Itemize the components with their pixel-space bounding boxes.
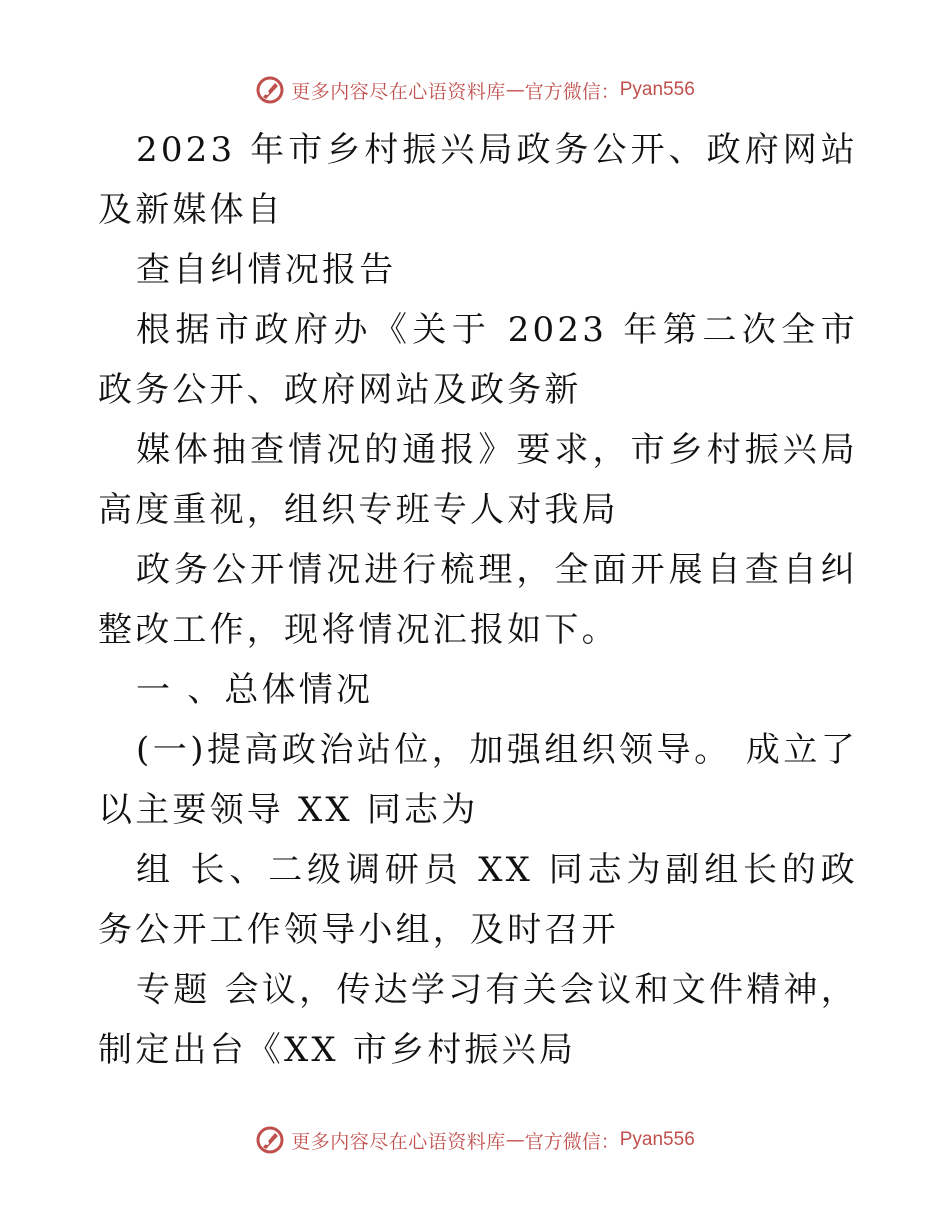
watermark-text: 更多内容尽在心语资料库 [291,1130,506,1153]
body-paragraph: (一)提高政治站位，加强组织领导。 成立了以主要领导 XX 同志为 [98,730,858,830]
pen-circle-logo-icon [255,1125,285,1155]
body-paragraph: 组 长、二级调研员 XX 同志为副组长的政务公开工作领导小组，及时召开 [98,850,858,950]
watermark-id: Pyan556 [619,79,695,100]
body-paragraph: 政务公开情况进行梳理，全面开展自查自纠整改工作，现将情况汇报如下。 [98,550,858,650]
document-title-line-1: 2023 年市乡村振兴局政务公开、政府网站及新媒体自 [98,130,858,230]
pen-circle-logo-icon [255,75,285,105]
watermark-label: 官方微信： [524,1130,620,1153]
footer-watermark-banner [0,1120,950,1160]
watermark-dash: — [505,79,525,101]
body-paragraph: 专题 会议，传达学习有关会议和文件精神，制定出台《XX 市乡村振兴局 [98,970,858,1070]
watermark-id: Pyan556 [619,1129,695,1150]
body-paragraph: 根据市政府办《关于 2023 年第二次全市政务公开、政府网站及政务新 [98,310,858,410]
document-title-line-2: 查自纠情况报告 [136,250,397,290]
watermark-label: 官方微信： [524,80,620,103]
header-watermark-banner [0,70,950,110]
section-heading: 一 、总体情况 [136,670,374,710]
watermark-text: 更多内容尽在心语资料库 [291,80,506,103]
watermark-dash: — [505,1129,525,1151]
document-body [98,120,858,1080]
body-paragraph: 媒体抽查情况的通报》要求，市乡村振兴局高度重视，组织专班专人对我局 [98,430,858,530]
